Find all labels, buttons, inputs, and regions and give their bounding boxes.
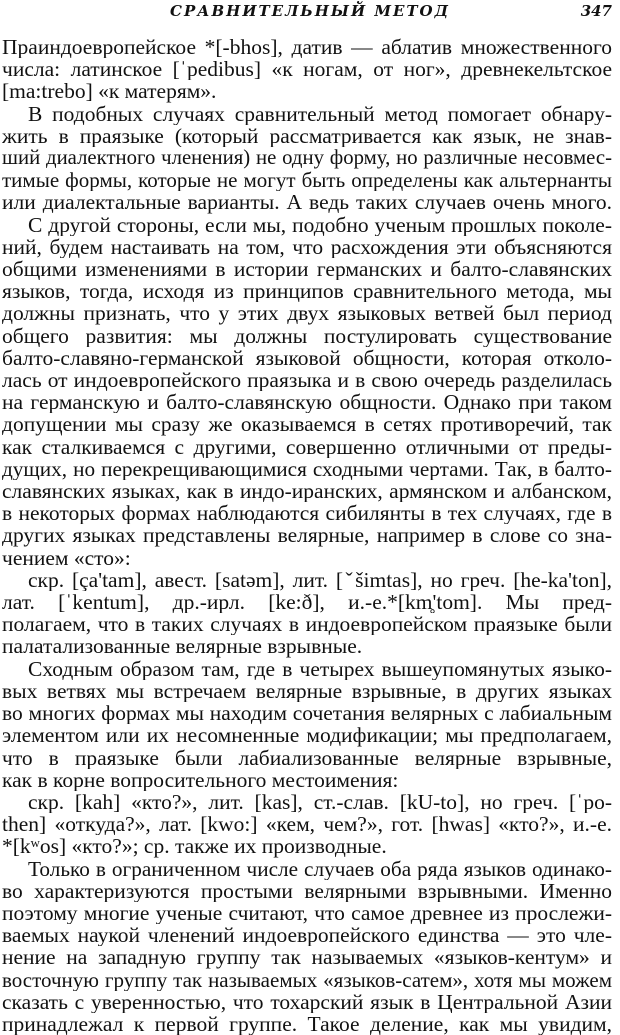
text-line: или диалектальные варианты. А ведь таких случаев очень много. — [2, 191, 612, 214]
text-line: других языках представлены велярные, например в слове со зна- — [2, 524, 612, 547]
text-line: *[kʷos] «кто?»; ср. также их производные. — [2, 835, 387, 858]
text-line: Праиндоевропейское *[-bhos], датив — аблатив множественного — [2, 36, 612, 59]
text-line: принадлежал к первой группе. Такое деление, как мы увидим, — [2, 1012, 612, 1035]
text-line: палатализованные велярные взрывные. — [2, 635, 363, 658]
text-line: Только в ограниченном числе случаев оба ряда языков одинако- — [28, 857, 612, 880]
text-line: сказать с уверенностью, что тохарский язык в Центральной Азии — [2, 990, 612, 1013]
text-line: общего развития: мы должны постулировать существование — [2, 324, 612, 347]
text-line: языков, тогда, исходя из принципов сравнительного метода, мы — [2, 280, 612, 303]
text-line: должны признать, что у этих двух языковых ветвей был период — [2, 302, 612, 325]
text-line: во многих формах мы находим сочетания велярных с лабиальным — [2, 702, 612, 725]
text-line: на германскую и балто-славянскую общности. Однако при таком — [2, 391, 612, 414]
text-line: жить в праязыке (который рассматривается как язык, не знав- — [2, 124, 612, 148]
text-line: элементом или их несомненные модификации; мы предполагаем, — [2, 724, 612, 747]
page-number: 347 — [580, 2, 612, 20]
text-line: числа: латинское [ˈpedibus] «к ногам, от ног», древнекельтское — [2, 58, 612, 81]
text-line: в некоторых формах наблюдаются сибилянты в тех случаях, где в — [2, 502, 612, 525]
text-line: полагаем, что в таких случаях в индоевропейском праязыке были — [2, 613, 612, 636]
text-line: что в праязыке были лабиализованные велярные взрывные, — [2, 746, 612, 769]
text-line: лат. [ˈkentum], др.-ирл. [ke:ð], и.-е.*[km̥'tom]. Мы пред- — [2, 591, 612, 614]
text-line: Сходным образом там, где в четырех вышеупомянутых языко- — [28, 657, 612, 680]
text-line: ваемых наукой членений индоевропейского единства — это чле- — [2, 924, 612, 947]
running-title: СРАВНИТЕЛЬНЫЙ МЕТОД — [170, 2, 450, 20]
text-line: как в корне вопросительного местоимения: — [2, 768, 399, 791]
text-line: скр. [kah] «кто?», лит. [kas], ст.-слав. [kU-to], но греч. [ˈpo- — [28, 790, 612, 814]
text-line: нение на западную группу так называемых «языков-кентум» и — [2, 946, 612, 969]
text-line: чением «сто»: — [2, 546, 131, 569]
text-line: [ma:trebo] «к матерям». — [2, 80, 217, 103]
text-line: ний, будем настаивать на том, что расхождения эти объясняются — [2, 235, 612, 259]
text-line: В подобных случаях сравнительный метод помогает обнару- — [28, 102, 612, 125]
text-line: скр. [ça'tam], авест. [satəm], лит. [ˇšimtas], но греч. [he-ka'ton], — [28, 568, 612, 592]
text-line: восточную группу так называемых «языков-сатем», хотя мы можем — [2, 968, 612, 991]
text-line: С другой стороны, если мы, подобно ученым прошлых поколе- — [28, 213, 612, 236]
text-line: балто-славяно-германской языковой общности, которая отколо- — [2, 346, 612, 370]
text-line: тимые формы, которые не могут быть определены как альтернанты — [2, 169, 612, 192]
text-line: общими изменениями в истории германских и балто-славянских — [2, 258, 612, 281]
text-line: лась от индоевропейского праязыка и в свою очередь разделилась — [2, 369, 612, 392]
text-line: во характеризуются простыми велярными взрывными. Именно — [2, 879, 612, 902]
text-line: then] «откуда?», лат. [kwo:] «кем, чем?», гот. [hwas] «кто?», и.-е. — [2, 813, 612, 836]
text-line: поэтому многие ученые считают, что самое древнее из прослежи- — [2, 901, 612, 925]
body-text — [2, 36, 612, 1035]
text-line: славянских языках, как в индо-иранских, армянском и албанском, — [2, 480, 612, 503]
text-line: дущих, но перекрещивающимися сходными чертами. Так, в балто- — [2, 457, 612, 481]
text-line: ший диалектного членения) не одну форму, но различные несовмес- — [2, 147, 612, 170]
text-line: допущении мы сразу же оказываемся в сетях противоречий, так — [2, 413, 612, 436]
running-head — [0, 2, 620, 24]
text-line: вых ветвях мы встречаем велярные взрывные, в других языках — [2, 679, 612, 703]
text-line: как сталкиваемся с другими, совершенно отличными от преды- — [2, 435, 612, 458]
